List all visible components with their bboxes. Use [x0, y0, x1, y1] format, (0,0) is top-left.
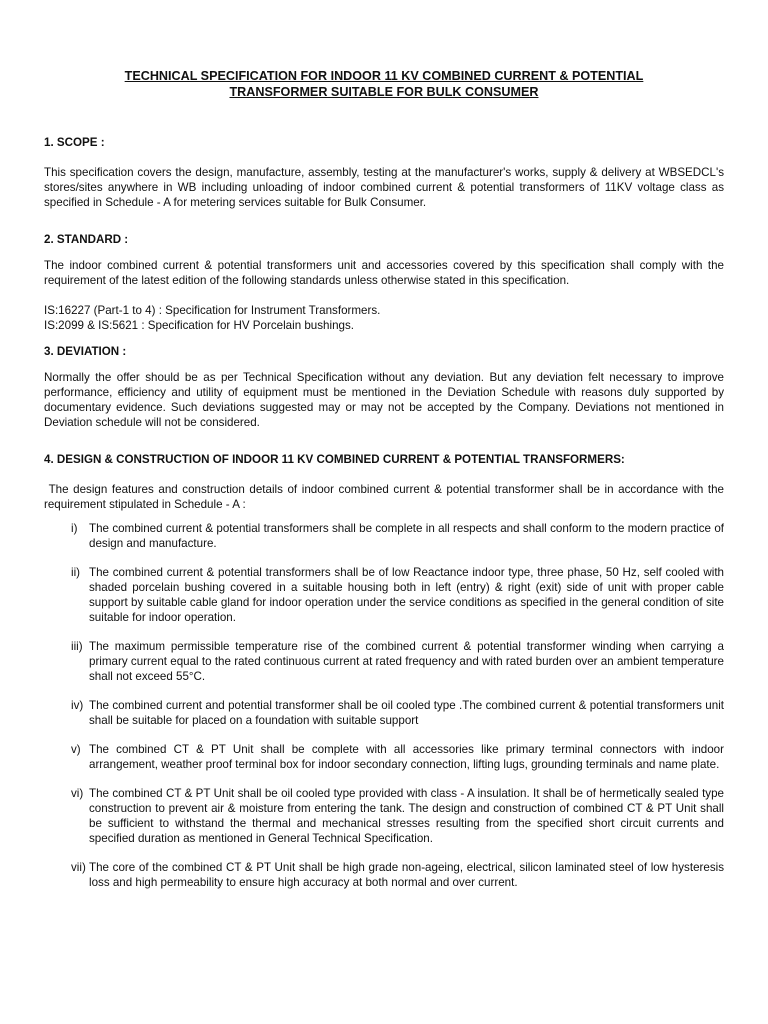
list-item-text: The combined current and potential transformer shall be oil cooled type .The combined current & potential transformers unit shall be suitable for placed on a foundation with suitable support: [89, 699, 724, 727]
standard-line-2: IS:2099 & IS:5621 : Specification for HV Porcelain bushings.: [44, 319, 354, 332]
list-item: [44, 565, 724, 625]
list-item-text: The core of the combined CT & PT Unit shall be high grade non-ageing, electrical, silicon laminated steel of low hysteresis loss and high permeability to ensure high accuracy at both normal and over current.: [89, 861, 724, 889]
list-item-text: The combined CT & PT Unit shall be oil cooled type provided with class - A insulation. It shall be of hermetically sealed type construction to prevent air & moisture from entering the tank. The design and construction of combined CT & PT Unit shall be sufficient to withstand the thermal and mechanical stresses resulting from the specified short circuit currents and specified duration as mentioned in General Technical Specification.: [89, 787, 724, 845]
list-item-number: vii): [71, 861, 86, 874]
list-item-text: The combined CT & PT Unit shall be complete with all accessories like primary terminal connectors with indoor arrangement, weather proof terminal box for indoor secondary connection, lifting lugs, grounding terminals and name plate.: [89, 743, 724, 771]
list-item-number: i): [71, 522, 78, 535]
list-item-text: The combined current & potential transformers shall be complete in all respects and shall conform to the modern practice of design and manufacture.: [89, 522, 724, 550]
list-item-number: ii): [71, 566, 81, 579]
scope-heading: 1. SCOPE :: [44, 136, 105, 149]
design-requirements-list: [44, 521, 724, 890]
list-item: [44, 786, 724, 846]
list-item-text: The maximum permissible temperature rise of the combined current & potential transformer winding when carrying a primary current equal to the rated continuous current at rated frequency and with rated burden over an ambient temperature shall not exceed 55°C.: [89, 640, 724, 683]
design-intro: The design features and construction details of indoor combined current & potential transformer shall be in accordance with the requirement stipulated in Schedule - A :: [44, 483, 728, 511]
list-item-number: iii): [71, 640, 83, 653]
document-title: [44, 68, 724, 100]
standard-body: The indoor combined current & potential transformers unit and accessories covered by this specification shall comply with the requirement of the latest edition of the following standards unless otherwise stated in this specification.: [44, 259, 724, 287]
list-item: [44, 742, 724, 772]
list-item: [44, 860, 724, 890]
list-item-number: v): [71, 743, 81, 756]
list-item-number: iv): [71, 699, 84, 712]
standard-heading: 2. STANDARD :: [44, 233, 129, 246]
title-line-2: TRANSFORMER SUITABLE FOR BULK CONSUMER: [229, 85, 539, 99]
design-heading: 4. DESIGN & CONSTRUCTION OF INDOOR 11 KV COMBINED CURRENT & POTENTIAL TRANSFORMERS:: [44, 453, 625, 466]
deviation-body: Normally the offer should be as per Technical Specification without any deviation. But any deviation felt necessary to improve performance, efficiency and utility of equipment must be mentioned in the Deviation Schedule with reasons duly supported by documentary evidence. Such deviations suggested may or may not be accepted by the Company. Deviations not mentioned in Deviation schedule will not be considered.: [44, 371, 724, 429]
list-item-text: The combined current & potential transformers shall be of low Reactance indoor type, three phase, 50 Hz, self cooled with shaded porcelain bushing covered in a suitable housing both in left (entry) & right (exit) side of unit with proper cable support by suitable cable gland for indoor operation under the service conditions as specified in the general condition of site suitable for indoor operation.: [89, 566, 724, 624]
list-item: [44, 521, 724, 551]
scope-body: This specification covers the design, manufacture, assembly, testing at the manufacturer's works, supply & delivery at WBSEDCL's stores/sites anywhere in WB including unloading of indoor combined current & potential transformers of 11KV voltage class as specified in Schedule - A for metering services suitable for Bulk Consumer.: [44, 166, 724, 209]
deviation-heading: 3. DEVIATION :: [44, 345, 127, 358]
list-item: [44, 698, 724, 728]
list-item-number: vi): [71, 787, 84, 800]
standard-line-1: IS:16227 (Part-1 to 4) : Specification for Instrument Transformers.: [44, 304, 381, 317]
list-item: [44, 639, 724, 684]
title-line-1: TECHNICAL SPECIFICATION FOR INDOOR 11 KV COMBINED CURRENT & POTENTIAL: [124, 69, 644, 83]
